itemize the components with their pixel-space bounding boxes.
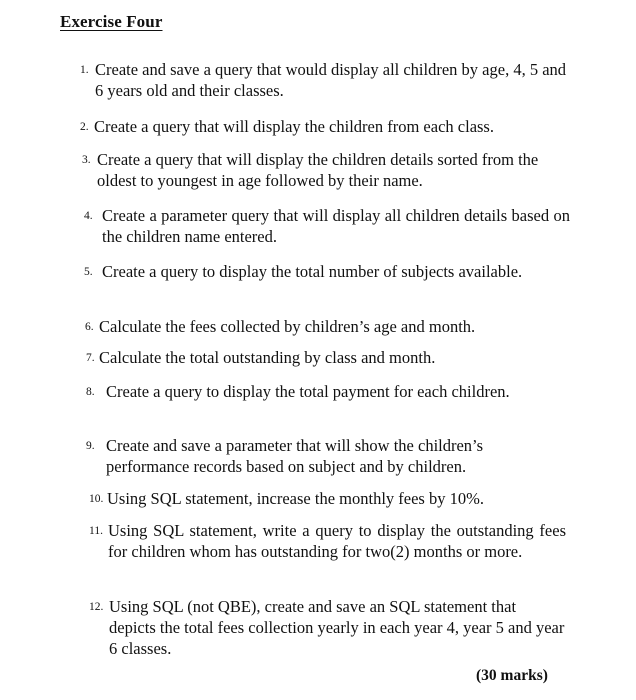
item-number: 1.: [80, 64, 89, 76]
item-number: 10.: [89, 493, 104, 505]
item-text: Create and save a query that would display all children by age, 4, 5 and 6 years old and their classes.: [95, 60, 567, 100]
item-text: Create a query that will display the children details sorted from the oldest to youngest in age followed by their name.: [97, 150, 539, 190]
list-item-8: [86, 381, 570, 402]
item-text: Using SQL statement, increase the monthly fees by 10%.: [107, 489, 484, 508]
list-item-6: [85, 316, 570, 337]
list-item-4: [84, 205, 570, 247]
item-number: 12.: [89, 601, 104, 613]
item-text: Using SQL (not QBE), create and save an SQL statement that depicts the total fees collection yearly in each year 4, year 5 and year 6 classes.: [109, 597, 565, 658]
item-text: Create a query to display the total number of subjects available.: [102, 262, 523, 281]
item-text: Calculate the total outstanding by class and month.: [99, 348, 436, 367]
list-item-2: [80, 116, 575, 137]
exercise-title: Exercise Four: [60, 12, 163, 31]
item-number: 8.: [86, 386, 95, 398]
list-item-9: [86, 435, 570, 477]
item-number: 7.: [86, 352, 95, 364]
item-number: 5.: [84, 266, 93, 278]
list-item-3: [82, 149, 572, 191]
list-item-7: [86, 347, 570, 368]
item-number: 3.: [82, 154, 91, 166]
item-number: 4.: [84, 210, 93, 222]
list-item-5: [84, 261, 570, 282]
item-text: Create a query to display the total payment for each children.: [106, 382, 510, 401]
item-number: 11.: [89, 525, 103, 537]
total-marks: (30 marks): [476, 667, 548, 684]
item-text: Using SQL statement, write a query to display the outstanding fees for children whom has outstanding for two(2) months or more.: [108, 521, 566, 561]
list-item-12: [89, 596, 566, 659]
item-text: Create and save a parameter that will show the children’s performance records based on subject and by children.: [106, 436, 484, 476]
item-number: 2.: [80, 121, 89, 133]
item-number: 6.: [85, 321, 94, 333]
item-text: Create a parameter query that will display all children details based on the children name entered.: [102, 206, 570, 246]
item-text: Create a query that will display the children from each class.: [94, 117, 494, 136]
list-item-11: [89, 520, 566, 562]
item-number: 9.: [86, 440, 95, 452]
list-item-1: [80, 59, 571, 101]
item-text: Calculate the fees collected by children’s age and month.: [99, 317, 476, 336]
list-item-10: [89, 488, 570, 509]
